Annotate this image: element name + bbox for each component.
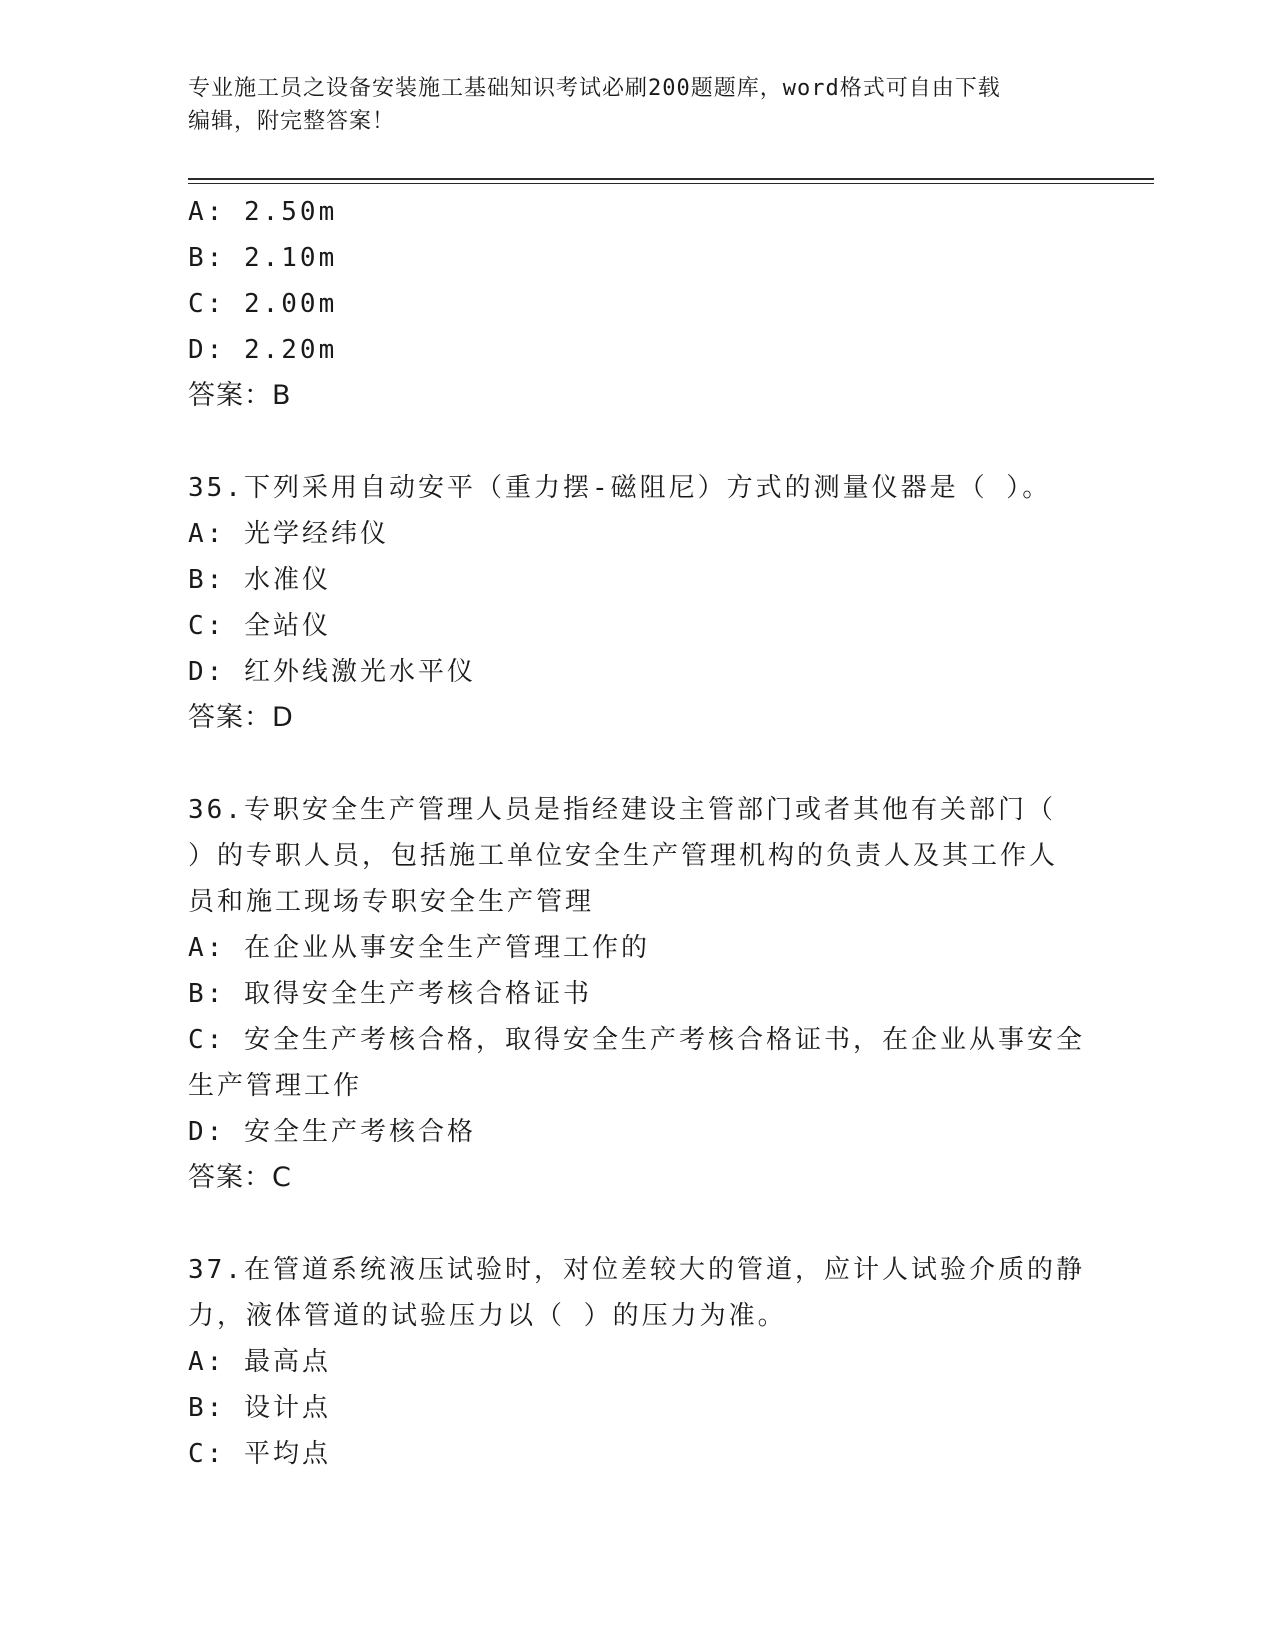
option-d: D: 安全生产考核合格: [188, 1117, 476, 1147]
option-c-line-1: C: 安全生产考核合格，取得安全生产考核合格证书，在企业从事安全: [188, 1025, 1085, 1055]
option-c: C: 2.00m: [188, 289, 338, 319]
stem-line-1: 35.下列采用自动安平（重力摆-磁阻尼）方式的测量仪器是（ ）。: [188, 473, 1052, 503]
question-34: [188, 189, 1088, 419]
answer-line: 答案：D: [188, 702, 294, 733]
stem-line-1: 37.在管道系统液压试验时，对位差较大的管道，应计人试验介质的静: [188, 1255, 1085, 1285]
question-37: [188, 1247, 1088, 1477]
stem-line-1: 36.专职安全生产管理人员是指经建设主管部门或者其他有关部门（: [188, 795, 1056, 825]
option-b: B: 取得安全生产考核合格证书: [188, 979, 592, 1009]
option-a: A: 在企业从事安全生产管理工作的: [188, 933, 650, 963]
question-stem: [188, 1247, 1088, 1339]
option-b: B: 2.10m: [188, 243, 338, 273]
title-line-2: 编辑，附完整答案！: [188, 109, 396, 134]
option-a: A: 光学经纬仪: [188, 519, 389, 549]
stem-line-3: 员和施工现场专职安全生产管理: [188, 887, 595, 917]
option-a: A: 最高点: [188, 1347, 331, 1377]
stem-line-2: 力，液体管道的试验压力以（ ）的压力为准。: [188, 1301, 787, 1331]
question-stem: [188, 787, 1088, 925]
question-35: [188, 465, 1088, 741]
option-c-line-2: 生产管理工作: [188, 1071, 363, 1101]
option-d: D: 2.20m: [188, 335, 338, 365]
option-a: A: 2.50m: [188, 197, 338, 227]
header-divider-thin: [188, 183, 1154, 184]
spacer: [188, 741, 1088, 787]
document-title: [188, 72, 1078, 138]
stem-line-2: ）的专职人员，包括施工单位安全生产管理机构的负责人及其工作人: [188, 841, 1059, 871]
option-b: B: 水准仪: [188, 565, 331, 595]
question-stem: [188, 465, 1088, 511]
spacer: [188, 1201, 1088, 1247]
question-36: [188, 787, 1088, 1201]
spacer: [188, 419, 1088, 465]
option-c: C: 平均点: [188, 1439, 331, 1469]
header-divider-thick: [188, 178, 1154, 180]
option-d: D: 红外线激光水平仪: [188, 657, 476, 687]
title-line-1: 专业施工员之设备安装施工基础知识考试必刷200题题库，word格式可自由下载: [188, 76, 1001, 101]
option-c: C: 全站仪: [188, 611, 331, 641]
question-list: [188, 189, 1088, 1477]
option-c: [188, 1017, 1088, 1109]
answer-line: 答案：C: [188, 1162, 292, 1193]
option-b: B: 设计点: [188, 1393, 331, 1423]
answer-line: 答案：B: [188, 380, 292, 411]
